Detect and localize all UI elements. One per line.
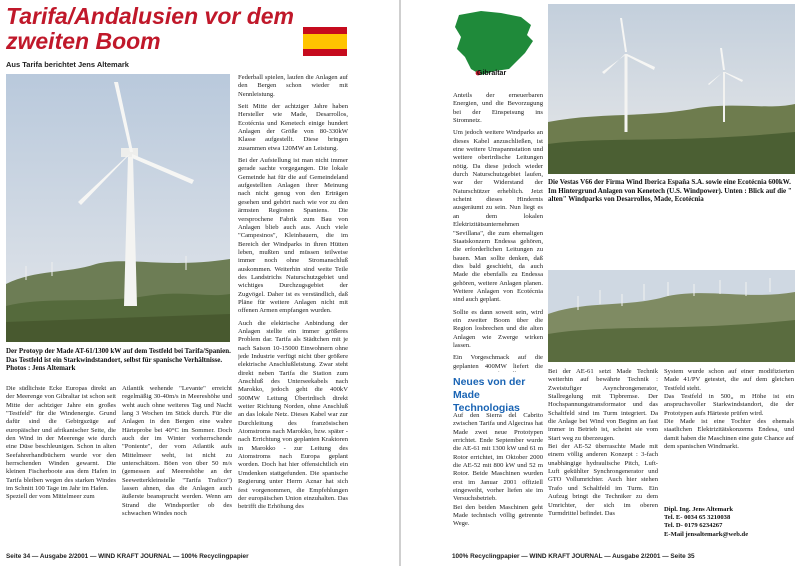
- section-heading: Neues von der Made Technologias: [453, 376, 526, 414]
- paragraph: Um jedoch weitere Windparks an dieses Kabel anzuschließen, ist eine weitere Umspannstation und weitere oberirdische Leitungen nötig. Da diese jedoch wieder durch Naturschutzgebiet laufen, war der Widerstand der Naturschützer erheblich. Jetzt scheint dieses Hindernis ausgeräumt zu sein. Nun liegt es an dem lokalen Elektrizitätsunternehmen "Sevillana", die zum ehemaligen Staatskonzern Endessa gehören, die erforderlichen Leitungen zu bauen. Man sollte denken, daß dies bald geschieht, da auch Made die ebenfalls zu Endessa gehören, weitere Anlagen planen. Weitere Anlagen von Ecotécnia sind auch geplant.: [453, 129, 543, 304]
- old-windparks-photo: [548, 270, 795, 362]
- paragraph: Bei der AE-61 setzt Made Technik weiterhin auf bewährte Technik : Zweistufiger Asynchrongenerator, Stallregelung mit Tipbremse. Der Hochspannungstransformator und das Schaltfeld sind im Turm integriert. Da die Anlage bei Wind von Beginn an fast immer in Betrieb ist, scheint sie vom Start weg zu überzeugen. Bei der AE-52 überraschte Made mit einem völlig anderen Konzept : 3-fach unabhängige hydraulische Pitch, Luft-Luft gekühlter Synchrongenerator und GTO Vollumrichter. Auch hier stehen Trafo und Schaltfeld im Turm. Ein Aufzug bringt die Techniker zu dem Umrichter, der sich im oberen Turmdrittel befindet. Das: [548, 368, 658, 517]
- contact-name: Dipl. Ing. Jens Altemark: [664, 506, 734, 513]
- paragraph: Atlantik wehende "Levante" erreicht regelmäßig 30-40m/s in Meereshöhe und weht auch ohne weiteres Tag und Nacht lang 3 Wochen im Stück durch. Für die Anlagen in den Bergen eine wahre Härteprobe bei 40°C im Sommer. Doch auch der im Winter vorherrschende "Poniente", der vom Atlantik aufs Mittelmeer weht, ist nicht zu unterschätzen. Böen von über 50 m/s (gemessen auf Meereshöhe an der Seewetterkleinstelle "Tarifa Trafico") lassen ahnen, das die Anlagen auch äußerste beansprucht werden. Wenn am Strand die Windsportler ob des schwachen Windes noch: [122, 385, 232, 518]
- text-column-5: [548, 368, 658, 550]
- paragraph: Bei der Aufstellung ist man nicht immer gerade sachte vorgegangen. Die lokale Gemeinde hat für die auf Gemeindeland aufgestellten Anlagen ihrer Meinung nach nicht genug von den Erträgen gesehen und gehört nach wie vor zu den ärmsten Regionen Spaniens. Die versprochene Fabrik zum Bau von Anlagen blieb auch aus. Auch viele "Campesinos", Kleinbauern, die im Bereich der Windparks in ihren Hütten leben, mußten und müssen teilweise immer noch ohne Stromanschluß auskommen. Weiterhin sind weite Teile des Landstrichs Naturschutzgebiet und wichtiges Durchzugsgebiet der Zugvögel. Daher ist es verständlich, daß Pläne für weitere Anlagen nicht mit offenen Armen empfangen wurden.: [238, 157, 348, 315]
- left-footer: Seite 34 — Ausgabe 2/2001 — WIND KRAFT JOURNAL — 100% Recyclingpapier: [6, 553, 249, 560]
- text-column-4: [453, 92, 543, 372]
- right-photo-caption: Die Vestas V66 der Firma Wind Iberica España S.A. sowie eine Ecotécnia 600kW. Im Hintergrund Anlagen von Kenetech (U.S. Windpower). Unten : Blick auf die " alten" Windparks von Desarrollos, Made, Ecotécnia: [548, 178, 792, 204]
- left-photo-caption: Der Protoyp der Made AT-61/1300 kW auf dem Testfeld bei Tarifa/Spanien. Das Testfeld ist ein Starkwindstandort, selbst für spanische Verhältnisse. Photos : Jens Altemark: [6, 347, 231, 373]
- paragraph: Sollte es dann soweit sein, wird ein zweiter Boom über die Region losbrechen und die alten Anlagen wie Zwerge wirken lassen.: [453, 308, 543, 349]
- spain-flag: [303, 27, 347, 56]
- text-column-1: [6, 385, 116, 551]
- paragraph: Auf den Sierra del Cabrito zwischen Tarifa und Algeciras hat Made zwei neue Prototypen errichtet. Ende September wurde die AE-61 mit 1300 kW und 61 m Rotor errichtet, im Oktober 2000 die AE-52 mit 800 kW und 52 m Rotor. Beide Maschinen wurden erst im Januar 2001 offiziell eingeweiht, vorher liefen sie im Versuchsbetrieb. Bei den beiden Maschinen geht Made technisch völlig getrennte Wege.: [453, 412, 543, 528]
- text-column-3: [238, 74, 348, 551]
- right-footer: 100% Recyclingpapier — WIND KRAFT JOURNAL — Ausgabe 2/2001 — Seite 35: [452, 553, 695, 560]
- paragraph: Ein Vorgeschmack auf die geplanten 400MW liefert die: [453, 354, 543, 370]
- left-page: [0, 0, 399, 566]
- article-title: Tarifa/Andalusien vor dem zweiten Boom: [6, 3, 294, 54]
- turbine-prototype-photo: [6, 74, 230, 342]
- author-contact: [664, 506, 748, 539]
- paragraph: Seit Mitte der achtziger Jahre haben Hersteller wie Made, Desarrollos, Ecotécnia und Kenetech einige hundert Anlagen der Größe von 80-330kW Klasse aufgestellt. Diese bringen zusammen etwa 120MW an Leistung.: [238, 103, 348, 152]
- paragraph: Die südlichste Ecke Europas direkt an der Meerenge von Gibraltar ist schon seit Mitte der achtziger Jahre ein großes "Testfeld" für die Windenergie. Grund dafür sind die Gebirgszüge auf europäischer und afrikanischer Seite, die den Wind in der Meerenge wie durch eine Düse beschleunigen. Schon in alten Seefahrerhandbüchern wurde vor den herrschenden Winden gewarnt. Die kleinen Fischerboote aus dem Hafen in Tarifa bleiben wegen des starken Windes im Schnitt 100 Tage im Jahr im Hafen. Speziell der vom Mittelmeer zum: [6, 385, 116, 501]
- contact-email: E-Mail jensaltemark@web.de: [664, 530, 749, 538]
- paragraph: System wurde schon auf einer modifizierten Made 41/PV getestet, die auf dem gleichen Testfeld steht. Das Testfeld in 500„ m Höhe ist ein anspruchsvoller Starkwindstandort, die der Prototypen aufs Härteste prüfen wird. Die Made ist eine Tochter des ehemals staatlichen Elektrizitätskonzerns Endesa, und damit haben die Maschinen eine gute Chance auf dem spanischen Windmarkt.: [664, 368, 794, 451]
- paragraph: Auch die elektrische Anbindung der Anlagen stellte ein immer größeres Problem dar. Tarifa als Städtchen mit je nach Saison 10-15000 Einwohnern ohne jede Industrie verfügt nicht über größere elektrische Anschlußleistung. Zwar steht direkt neben Tarifa die Station zum Anschluß des Unterseekabels nach Marokko, jedoch geht die 400kV 500MW Leitung Überirdisch direkt weiter Richtung Norden, ohne Anschluß an das lokale Netz. Dieses Kabel war zur Durchleitung des französischen Atomstroms nach Marokko, bzw. später - nach Errichtung von geplanten Kraktoren in Marokko - zur Leitung des Atomstroms nach Europa geplant worden. Doch hat hier offensichtlich ein Umdenken stattgefunden. Die spanische Regierung unter Herrn Aznar hat sich fest vorgenommen, die Empfehlungen der europäischen Union einzuhalten. Das betrifft die Erhöhung des: [238, 319, 348, 511]
- text-column-6: [664, 368, 794, 504]
- contact-tel-d: Tel. D- 0179 6234267: [664, 522, 723, 530]
- gibraltar-label: Gibraltar: [477, 70, 507, 77]
- text-column-2: [122, 385, 232, 551]
- text-column-4b: [453, 412, 543, 550]
- byline: Aus Tarifa berichtet Jens Altemark: [6, 60, 129, 69]
- paragraph: Federball spielen, laufen die Anlagen auf den Bergen schon wieder mit Nennleistung.: [238, 74, 348, 98]
- vestas-turbines-photo: [548, 4, 795, 174]
- contact-tel-e: Tel. E- 0034 65 3210038: [664, 514, 731, 522]
- paragraph: Anteils der erneuerbaren Energien, und die Bevorzugung bei der Einspeisung ins Stromnetz.: [453, 92, 543, 125]
